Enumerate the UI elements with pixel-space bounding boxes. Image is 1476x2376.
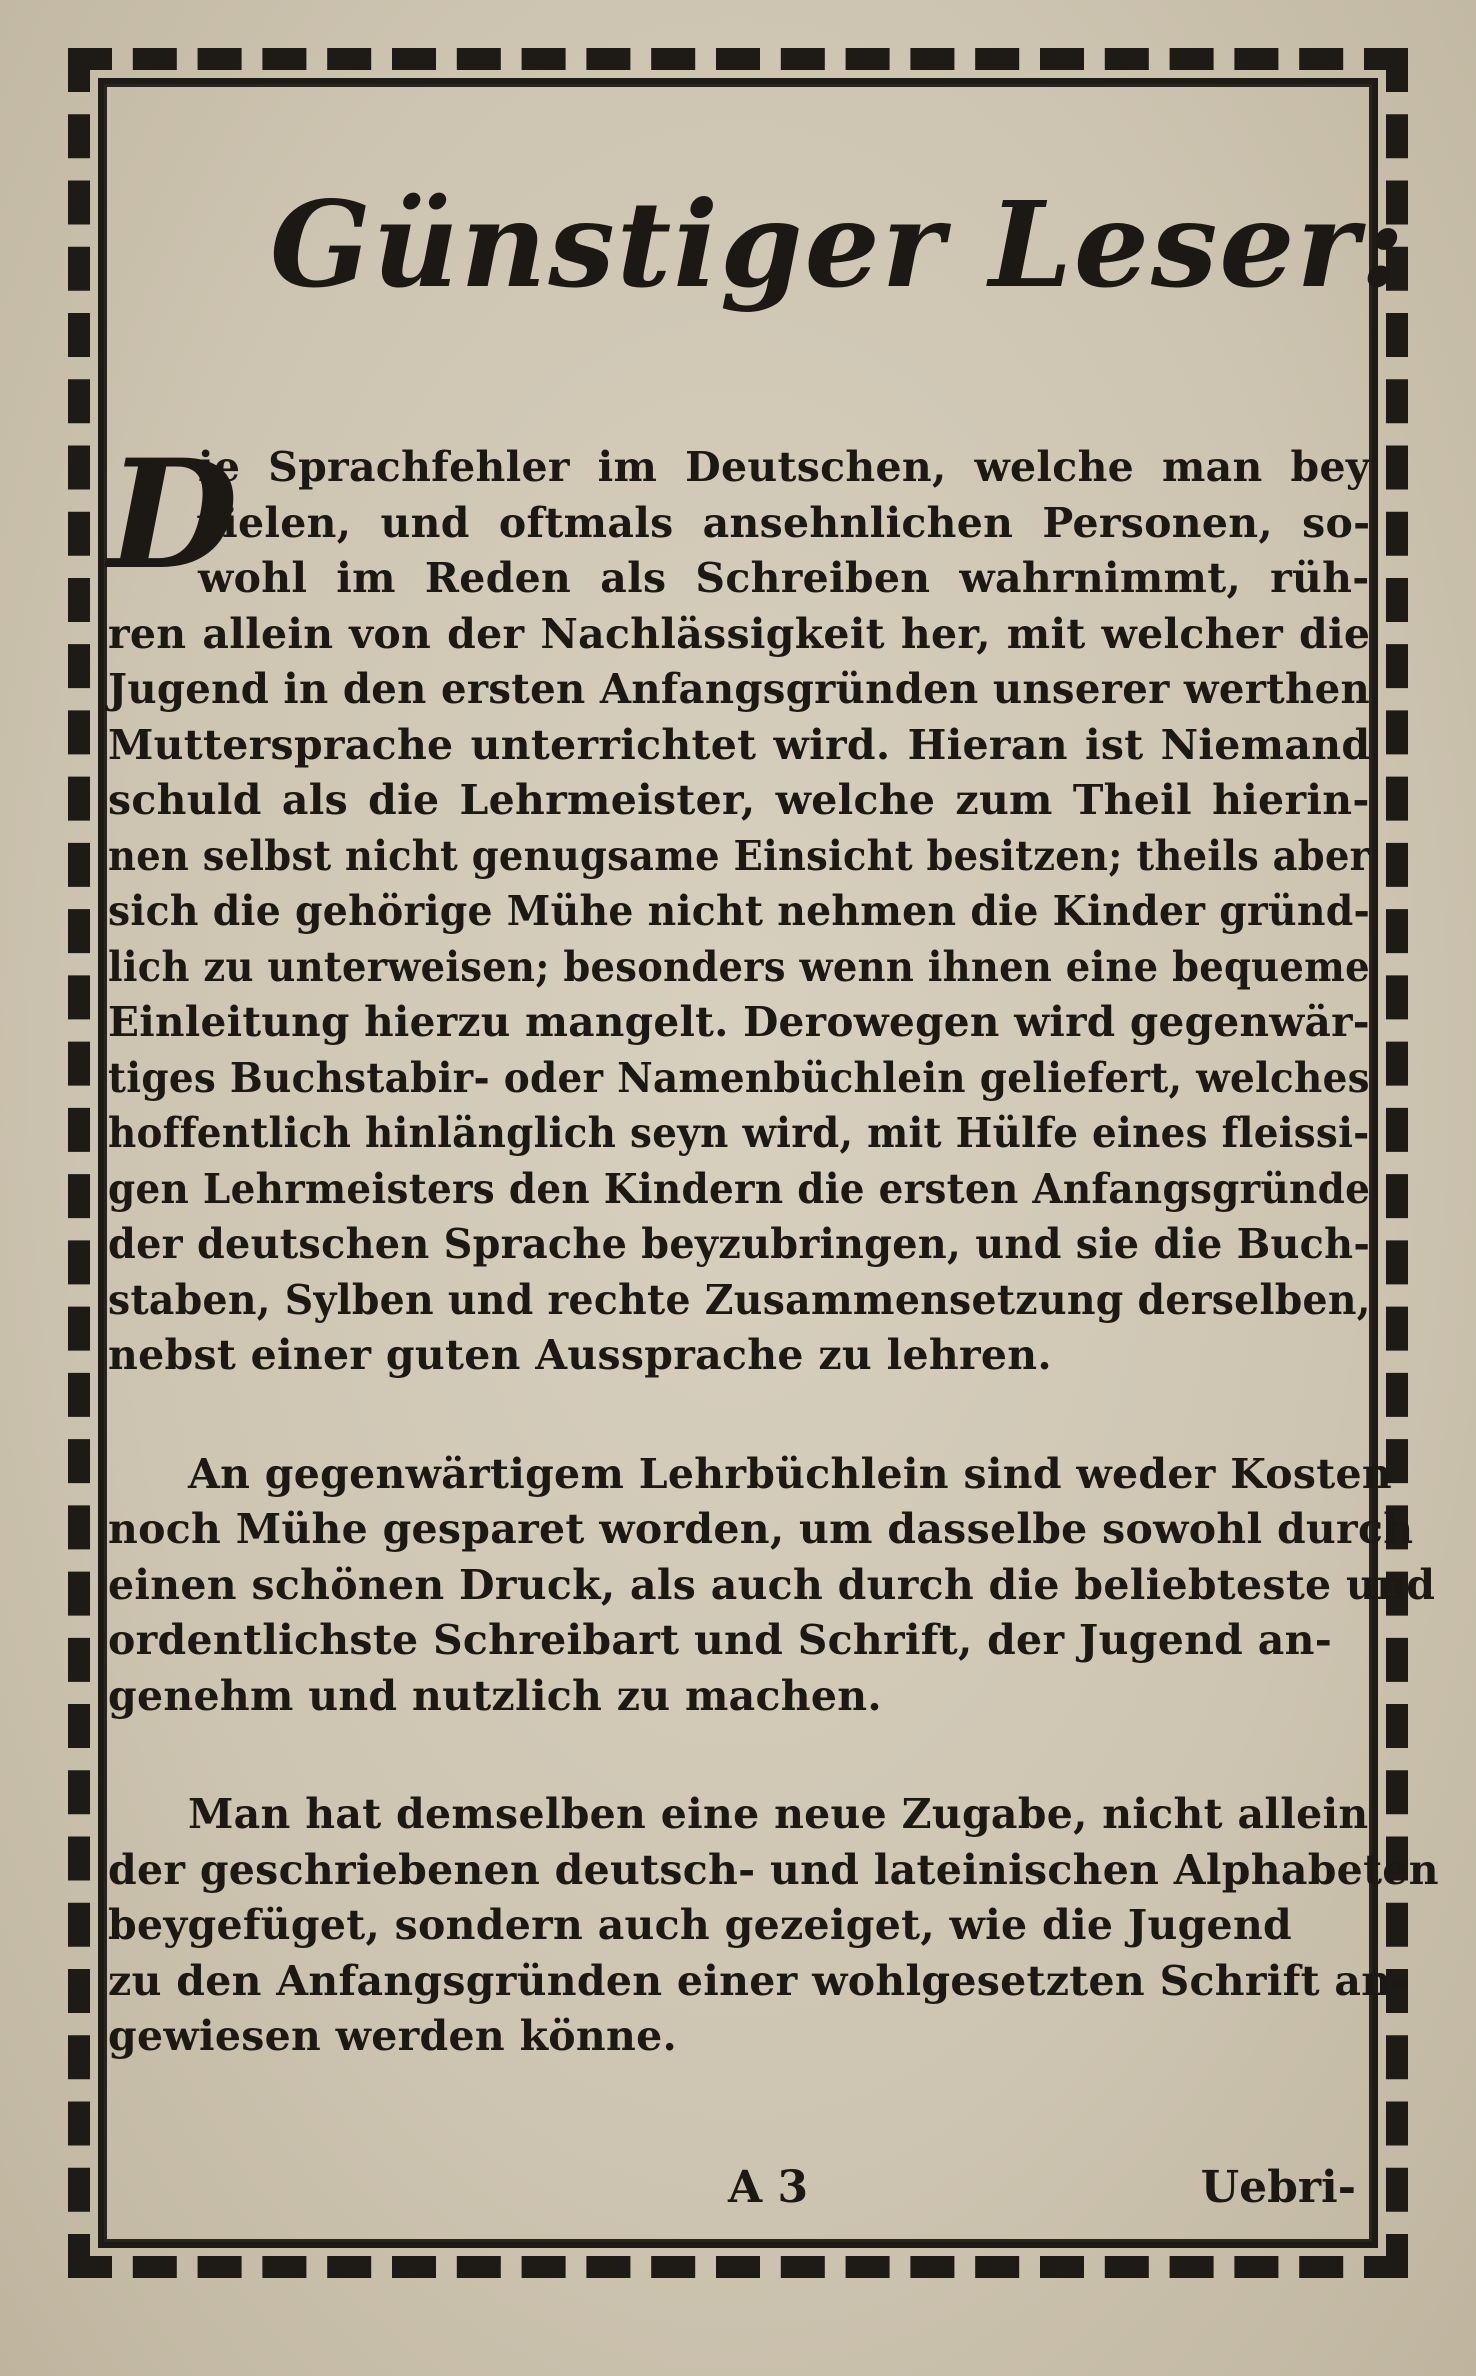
text-line: vielen, und oftmals ansehnlichen Personen, so-	[198, 498, 1371, 547]
text-line: einen schönen Druck, als auch durch die beliebteste und	[108, 1560, 1436, 1609]
text-line: sich die gehörige Mühe nicht nehmen die Kinder gründ-	[108, 887, 1371, 935]
text-line: ordentlichste Schreibart und Schrift, der Jugend an-	[108, 1616, 1333, 1664]
text-line: gewiesen werden könne.	[108, 2012, 678, 2060]
text-line: staben, Sylben und rechte Zusammensetzung derselben,	[108, 1275, 1371, 1324]
text-line: An gegenwärtigem Lehrbüchlein sind weder Kosten	[188, 1449, 1393, 1498]
text-line: der geschriebenen deutsch- und lateinischen Alphabeten	[108, 1845, 1439, 1894]
text-line: hoffentlich hinlänglich seyn wird, mit Hülfe eines fleissi-	[108, 1109, 1370, 1157]
text-line: ie Sprachfehler im Deutschen, welche man bey	[198, 443, 1371, 491]
body-text	[108, 427, 1439, 2065]
text-line: schuld als die Lehrmeister, welche zum Theil hierin-	[108, 776, 1370, 824]
text-line: zu den Anfangsgründen einer wohlgesetzten Schrift an-	[108, 1956, 1409, 2005]
signature-mark: A 3	[728, 2162, 809, 2213]
text-line: Man hat demselben eine neue Zugabe, nicht allein	[188, 1790, 1369, 1838]
text-line: ren allein von der Nachlässigkeit her, mit welcher die	[108, 609, 1371, 658]
text-line: Einleitung hierzu mangelt. Derowegen wird gegenwär-	[108, 998, 1370, 1046]
paragraph-2	[108, 1447, 1436, 1725]
text-line: gen Lehrmeisters den Kindern die ersten Anfangsgründe	[108, 1164, 1371, 1213]
catchword: Uebri-	[1200, 2162, 1356, 2213]
text-line: beygefüget, sondern auch gezeiget, wie die Jugend	[108, 1901, 1293, 1949]
text-line: lich zu unterweisen; besonders wenn ihnen eine bequeme	[108, 942, 1370, 991]
text-line: nen selbst nicht genugsame Einsicht besitzen; theils aber	[108, 831, 1371, 880]
text-line: wohl im Reden als Schreiben wahrnimmt, rüh-	[198, 554, 1370, 602]
text-line: nebst einer guten Aussprache zu lehren.	[108, 1331, 1052, 1379]
text-line: Muttersprache unterrichtet wird. Hieran ist Niemand	[108, 720, 1371, 769]
drop-cap: D	[108, 427, 239, 603]
text-line: noch Mühe gesparet worden, um dasselbe sowohl durch	[108, 1505, 1414, 1553]
paragraph-1	[108, 427, 1371, 1384]
text-line: genehm und nutzlich zu machen.	[108, 1671, 882, 1720]
paragraph-3	[108, 1787, 1439, 2065]
text-line: der deutschen Sprache beyzubringen, und sie die Buch-	[108, 1220, 1371, 1268]
page-title: Günstiger Leser:	[270, 175, 1407, 314]
text-line: tiges Buchstabir- oder Namenbüchlein geliefert, welches	[108, 1053, 1370, 1102]
text-line: Jugend in den ersten Anfangsgründen unserer werthen	[108, 665, 1371, 713]
